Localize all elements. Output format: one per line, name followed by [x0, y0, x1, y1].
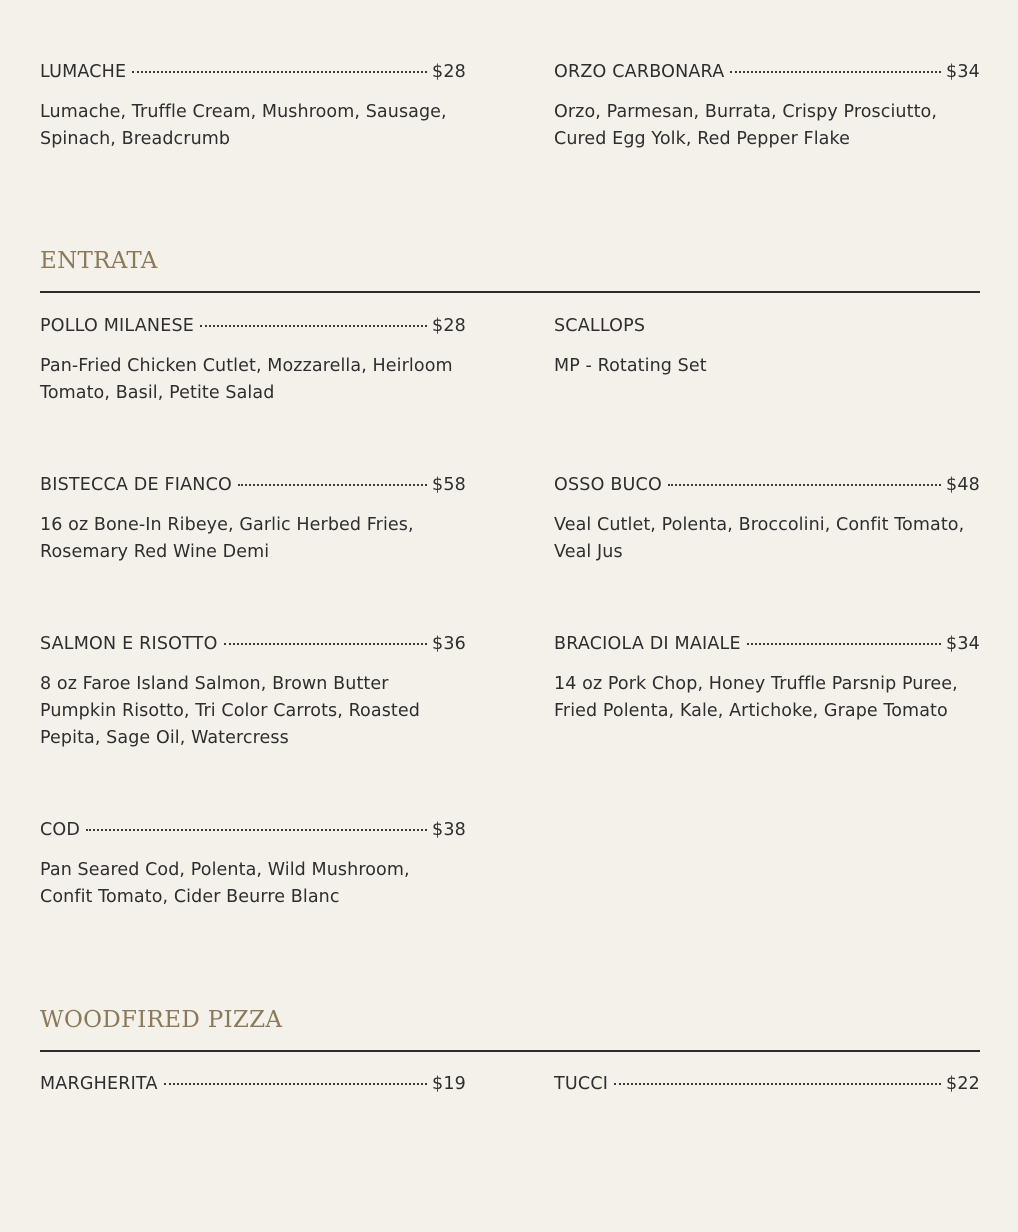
item-description: 14 oz Pork Chop, Honey Truffle Parsnip Puree, Fried Polenta, Kale, Artichoke, Grape Tomato [554, 674, 958, 721]
dot-leader [614, 1083, 941, 1085]
item-description: Pan-Fried Chicken Cutlet, Mozzarella, Heirloom Tomato, Basil, Petite Salad [40, 356, 453, 403]
entrata-items-grid [40, 315, 980, 978]
dot-leader [668, 484, 941, 486]
item-price: $38 [431, 820, 466, 840]
empty-cell [554, 819, 980, 978]
top-items-grid [40, 61, 980, 220]
menu-item-pollo-milanese [40, 315, 466, 474]
item-name: BISTECCA DE FIANCO [40, 475, 232, 495]
item-description: Orzo, Parmesan, Burrata, Crispy Prosciutto, Cured Egg Yolk, Red Pepper Flake [554, 102, 938, 149]
item-name: ORZO CARBONARA [554, 62, 725, 82]
section-divider [40, 1050, 980, 1052]
section-title: ENTRATA [40, 248, 158, 274]
menu-item-tucci [554, 1073, 980, 1232]
section-title: WOODFIRED PIZZA [40, 1007, 283, 1033]
dot-leader [86, 829, 427, 831]
menu-item-cod [40, 819, 466, 978]
item-name: SALMON E RISOTTO [40, 634, 218, 654]
dot-leader [224, 643, 427, 645]
item-name: BRACIOLA DI MAIALE [554, 634, 741, 654]
item-price: $58 [431, 475, 466, 495]
section-divider [40, 291, 980, 293]
menu-item-margherita [40, 1073, 466, 1232]
menu-item-salmon-e-risotto [40, 633, 466, 819]
item-description: 8 oz Faroe Island Salmon, Brown Butter Pumpkin Risotto, Tri Color Carrots, Roasted Pepita, Sage Oil, Watercress [40, 674, 420, 748]
section-woodfired-pizza [40, 1007, 980, 1052]
item-price: $36 [431, 634, 466, 654]
item-description: Veal Cutlet, Polenta, Broccolini, Confit Tomato, Veal Jus [554, 515, 965, 562]
item-description: 16 oz Bone-In Ribeye, Garlic Herbed Fries, Rosemary Red Wine Demi [40, 515, 414, 562]
item-name: LUMACHE [40, 62, 127, 82]
item-price: $34 [945, 62, 980, 82]
item-description: Lumache, Truffle Cream, Mushroom, Sausage, Spinach, Breadcrumb [40, 102, 447, 149]
menu-item-scallops [554, 315, 980, 474]
dot-leader [238, 484, 427, 486]
item-price: $48 [945, 475, 980, 495]
menu-item-osso-buco [554, 474, 980, 633]
menu-item-bistecca-de-fianco [40, 474, 466, 633]
section-entrata [40, 248, 980, 293]
menu-item-lumache [40, 61, 466, 220]
item-price: $28 [431, 62, 466, 82]
item-price: $19 [431, 1074, 466, 1094]
menu-item-braciola-di-maiale [554, 633, 980, 819]
item-name: COD [40, 820, 81, 840]
item-description: MP - Rotating Set [554, 356, 707, 376]
item-price: $28 [431, 316, 466, 336]
dot-leader [164, 1083, 427, 1085]
dot-leader [747, 643, 941, 645]
item-name: POLLO MILANESE [40, 316, 195, 336]
pizza-items-grid [40, 1073, 980, 1232]
item-name: TUCCI [554, 1074, 609, 1094]
item-price: $22 [945, 1074, 980, 1094]
menu-item-orzo-carbonara [554, 61, 980, 220]
dot-leader [730, 71, 941, 73]
item-name: MARGHERITA [40, 1074, 158, 1094]
dot-leader [200, 325, 427, 327]
dot-leader [132, 71, 427, 73]
item-price: $34 [945, 634, 980, 654]
item-name: SCALLOPS [554, 316, 646, 336]
item-name: OSSO BUCO [554, 475, 662, 495]
item-description: Pan Seared Cod, Polenta, Wild Mushroom, Confit Tomato, Cider Beurre Blanc [40, 860, 410, 907]
